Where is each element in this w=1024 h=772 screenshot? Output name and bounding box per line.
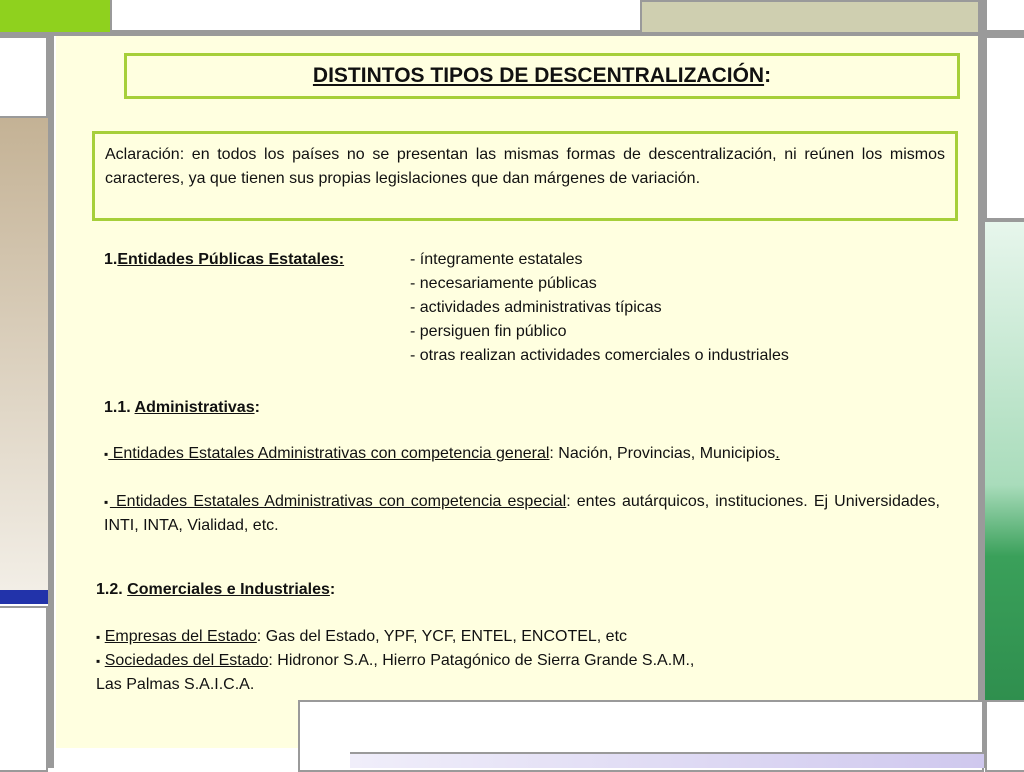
section-1-1-title: Administrativas <box>134 399 255 416</box>
square-bullet-icon: ▪ <box>104 447 109 461</box>
section-1-2-suffix: : <box>329 581 336 598</box>
section-1-1-bullet <box>104 490 940 538</box>
list-item <box>96 625 936 649</box>
square-bullet-icon: ▪ <box>96 630 101 644</box>
section-1-1-suffix: : <box>254 399 260 416</box>
list-item: - otras realizan actividades comerciales o industriales <box>410 347 789 364</box>
section-1-heading <box>104 248 344 272</box>
decor-mint-panel <box>985 222 1024 700</box>
bullet-underlined-text: Sociedades del Estado <box>104 652 269 669</box>
bullet-underlined-text: Entidades Estatales Administrativas con competencia general <box>108 445 550 462</box>
bullet-text: : Gas del Estado, YPF, YCF, ENTEL, ENCOTEL, etc <box>256 628 628 645</box>
list-item: - actividades administrativas típicas <box>410 299 662 316</box>
decor-lavender-strip <box>350 752 984 768</box>
section-1-1-bullet <box>104 442 940 466</box>
decor-right-mid-box <box>985 36 1024 220</box>
decor-top-right-box <box>985 0 1024 32</box>
bullet-text: : Hidronor S.A., Hierro Patagónico de Sierra Grande S.A.M., <box>268 652 695 669</box>
bullet-period: . <box>775 445 780 462</box>
section-1-2-title: Comerciales e Industriales <box>127 581 330 598</box>
decor-tan-panel <box>0 118 48 590</box>
title-box <box>124 53 960 99</box>
list-item <box>96 649 936 673</box>
bullet-underlined-text: Entidades Estatales Administrativas con competencia especial <box>109 493 567 510</box>
square-bullet-icon: ▪ <box>96 654 101 668</box>
square-bullet-icon: ▪ <box>104 495 110 509</box>
section-1-2-heading <box>96 578 335 602</box>
bullet-underlined-text: Empresas del Estado <box>104 628 257 645</box>
section-1-1-number: 1.1. <box>104 399 131 416</box>
clarification-box <box>92 131 958 221</box>
decor-right-bottom-box <box>985 700 1024 772</box>
list-item: - íntegramente estatales <box>410 251 583 268</box>
list-item: - necesariamente públicas <box>410 275 597 292</box>
decor-khaki-block <box>640 0 980 34</box>
page-title-text: DISTINTOS TIPOS DE DESCENTRALIZACIÓN <box>312 64 765 87</box>
decor-navy-strip <box>0 590 48 604</box>
section-1-1-heading <box>104 396 260 420</box>
decor-right-rail <box>978 0 985 768</box>
decor-left-rail <box>48 32 54 768</box>
list-item: - persiguen fin público <box>410 323 567 340</box>
decor-left-bottom-box <box>0 606 48 772</box>
section-1-list <box>410 248 789 368</box>
list-item-continuation: Las Palmas S.A.I.C.A. <box>96 676 255 693</box>
decor-top-box <box>110 0 642 32</box>
decor-left-top-box <box>0 36 48 118</box>
bullet-text: : Nación, Provincias, Municipios <box>549 445 776 462</box>
section-1-title: Entidades Públicas Estatales: <box>117 251 345 268</box>
section-1-2-number: 1.2. <box>96 581 123 598</box>
decor-green-block <box>0 0 110 32</box>
page-title-suffix: : <box>764 64 772 87</box>
section-1-2-list <box>96 625 936 697</box>
page-title <box>313 64 771 88</box>
clarification-text: Aclaración: en todos los países no se presentan las mismas formas de descentralización, ni reúnen los mismos caracteres, ya que tienen sus propias legislaciones que dan márgenes de variación. <box>105 146 945 187</box>
bullet-text: : entes autárquicos, instituciones. Ej Universidades, INTI, INTA, Vialidad, etc. <box>104 493 940 534</box>
section-1-number: 1. <box>104 251 118 268</box>
